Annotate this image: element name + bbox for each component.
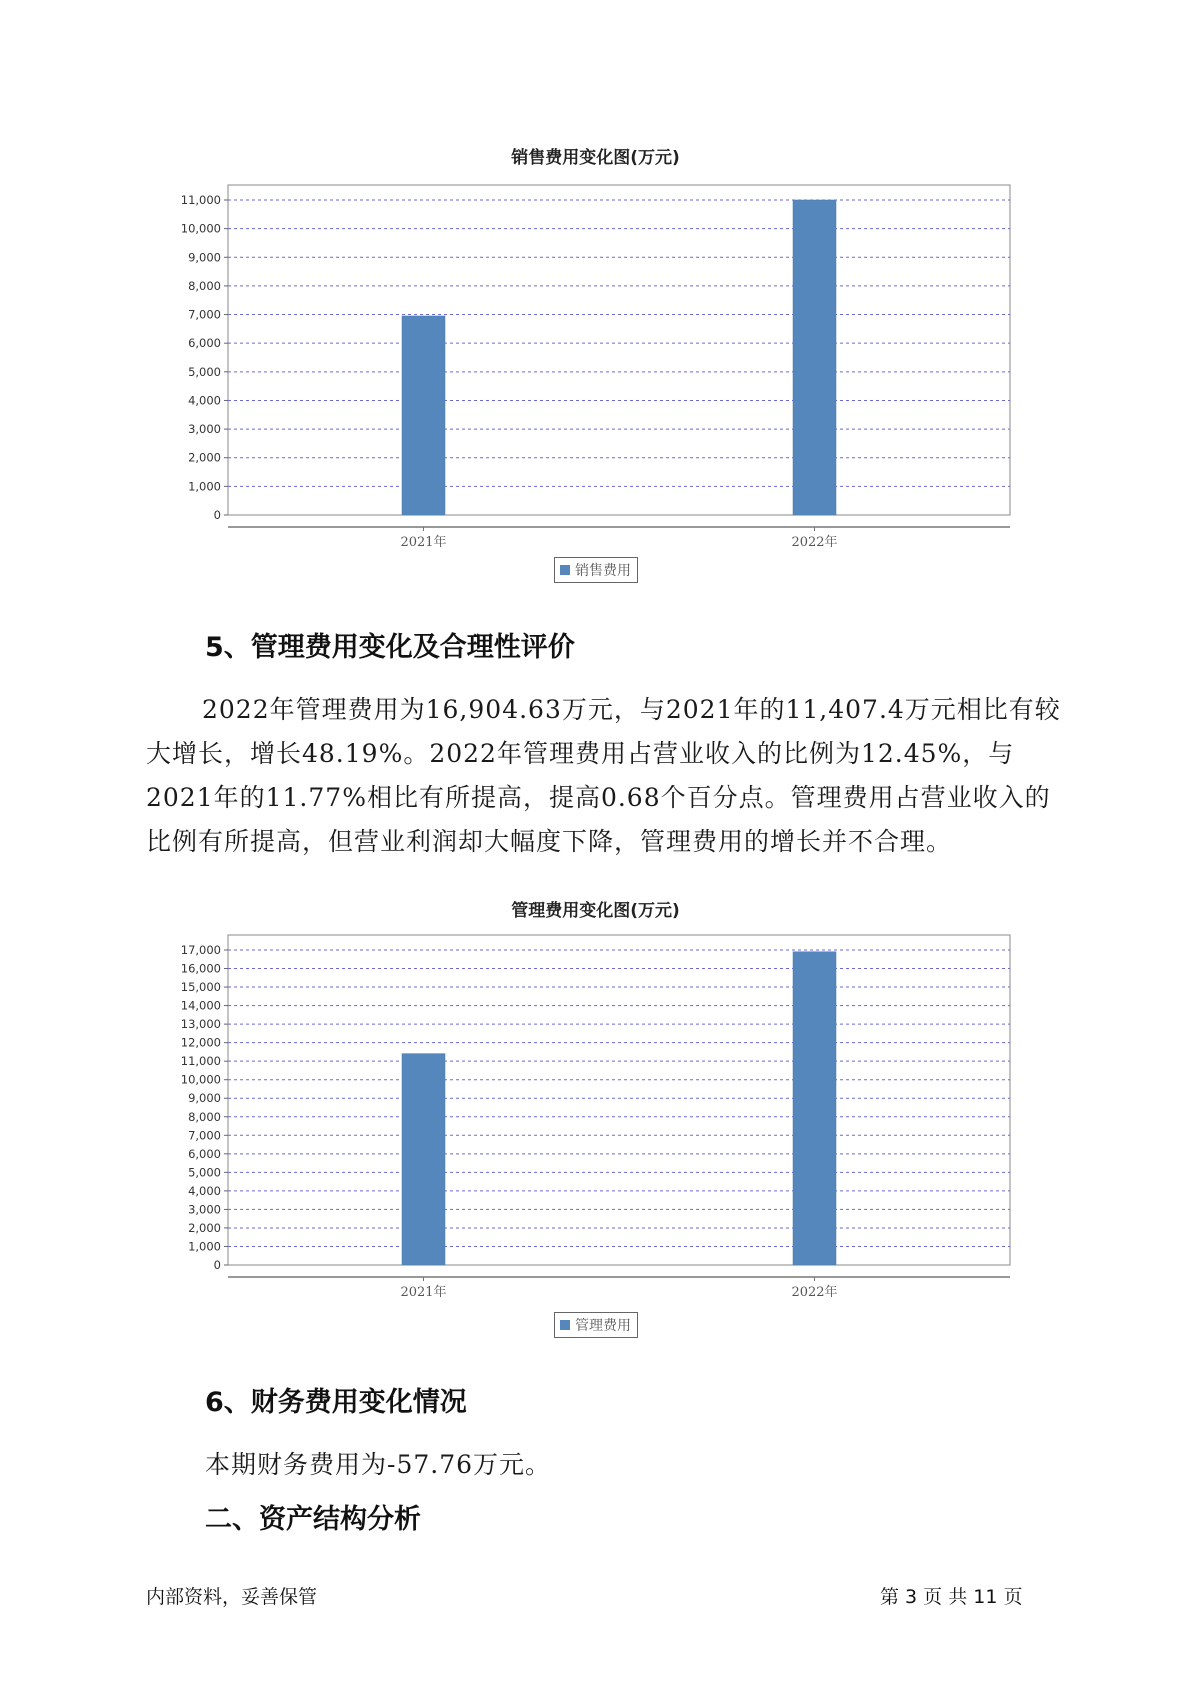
- chart1-bar-2021年: [402, 316, 445, 515]
- chart2-ytick-label: 0: [213, 1258, 221, 1272]
- chart1-legend: [554, 557, 638, 583]
- chart1-ytick-label: 2,000: [188, 450, 221, 465]
- chart2-plot-area: [228, 935, 1010, 1265]
- chart2-xtick-label: 2021年: [400, 1285, 447, 1300]
- chart1-ytick-label: 7,000: [188, 307, 221, 322]
- chart2-ytick-label: 5,000: [188, 1165, 221, 1180]
- chart2-admin-expense: [0, 920, 1191, 1300]
- chart1-legend-label: 销售费用: [575, 563, 631, 579]
- chart2-xtick-label: 2022年: [791, 1285, 838, 1300]
- chart1-ytick-label: 8,000: [188, 278, 221, 293]
- chart2-ytick-label: 6,000: [188, 1146, 221, 1161]
- chart1-xtick-label: 2022年: [791, 535, 838, 550]
- chart2-ytick-label: 1,000: [188, 1239, 221, 1254]
- chart1-ytick-label: 1,000: [188, 479, 221, 494]
- chart2-ytick-label: 9,000: [188, 1091, 221, 1106]
- chart2-bar-2022年: [793, 952, 836, 1265]
- chart2-ytick-label: 13,000: [180, 1017, 221, 1032]
- chart1-ytick-label: 0: [213, 508, 221, 522]
- chart2-legend-label: 管理费用: [575, 1318, 631, 1334]
- section-two-heading: 二、资产结构分析: [205, 1504, 421, 1535]
- chart1-ytick-label: 10,000: [180, 221, 221, 236]
- chart2-legend: [554, 1312, 638, 1338]
- chart1-bar-2022年: [793, 200, 836, 515]
- chart2-ytick-label: 10,000: [180, 1072, 221, 1087]
- chart1-ytick-label: 3,000: [188, 422, 221, 437]
- chart2-ytick-label: 2,000: [188, 1220, 221, 1235]
- chart1-ytick-label: 5,000: [188, 364, 221, 379]
- chart1-ytick-label: 11,000: [180, 193, 221, 207]
- chart2-ytick-label: 12,000: [180, 1035, 221, 1050]
- chart1-ytick-label: 9,000: [188, 250, 221, 265]
- chart2-ytick-label: 14,000: [180, 998, 221, 1013]
- section6-paragraph: 本期财务费用为-57.76万元。: [205, 1450, 552, 1479]
- chart2-ytick-label: 16,000: [180, 961, 221, 976]
- chart2-title: 管理费用变化图(万元): [511, 901, 680, 921]
- chart2-ytick-label: 15,000: [180, 980, 221, 995]
- footer-left: 内部资料，妥善保管: [146, 1586, 318, 1608]
- section6-heading: 6、财务费用变化情况: [205, 1387, 467, 1418]
- section5-heading: 5、管理费用变化及合理性评价: [205, 632, 575, 663]
- chart2-ytick-label: 11,000: [180, 1054, 221, 1069]
- legend-swatch-icon: [560, 565, 570, 575]
- chart1-sales-expense: [0, 170, 1191, 550]
- section5-paragraph: 2022年管理费用为16,904.63万元，与2021年的11,407.4万元相比有较大增长，增长48.19%。2022年管理费用占营业收入的比例为12.45%，与2021年的11.77%相比有所提高，提高0.68个百分点。管理费用占营业收入的比例有所提高，但营业利润却大幅度下降，管理费用的增长并不合理。: [146, 695, 1061, 856]
- chart2-ytick-label: 8,000: [188, 1109, 221, 1124]
- footer-page-number: 第 3 页 共 11 页: [880, 1586, 1023, 1608]
- chart1-plot-area: [228, 185, 1010, 515]
- legend-swatch-icon: [560, 1320, 570, 1330]
- chart2-ytick-label: 3,000: [188, 1202, 221, 1217]
- chart2-ytick-label: 7,000: [188, 1128, 221, 1143]
- chart1-xtick-label: 2021年: [400, 535, 447, 550]
- chart1-ytick-label: 4,000: [188, 393, 221, 408]
- chart1-ytick-label: 6,000: [188, 336, 221, 351]
- chart2-ytick-label: 17,000: [180, 943, 221, 957]
- chart1-title: 销售费用变化图(万元): [511, 148, 680, 168]
- chart2-bar-2021年: [402, 1054, 445, 1265]
- chart2-ytick-label: 4,000: [188, 1183, 221, 1198]
